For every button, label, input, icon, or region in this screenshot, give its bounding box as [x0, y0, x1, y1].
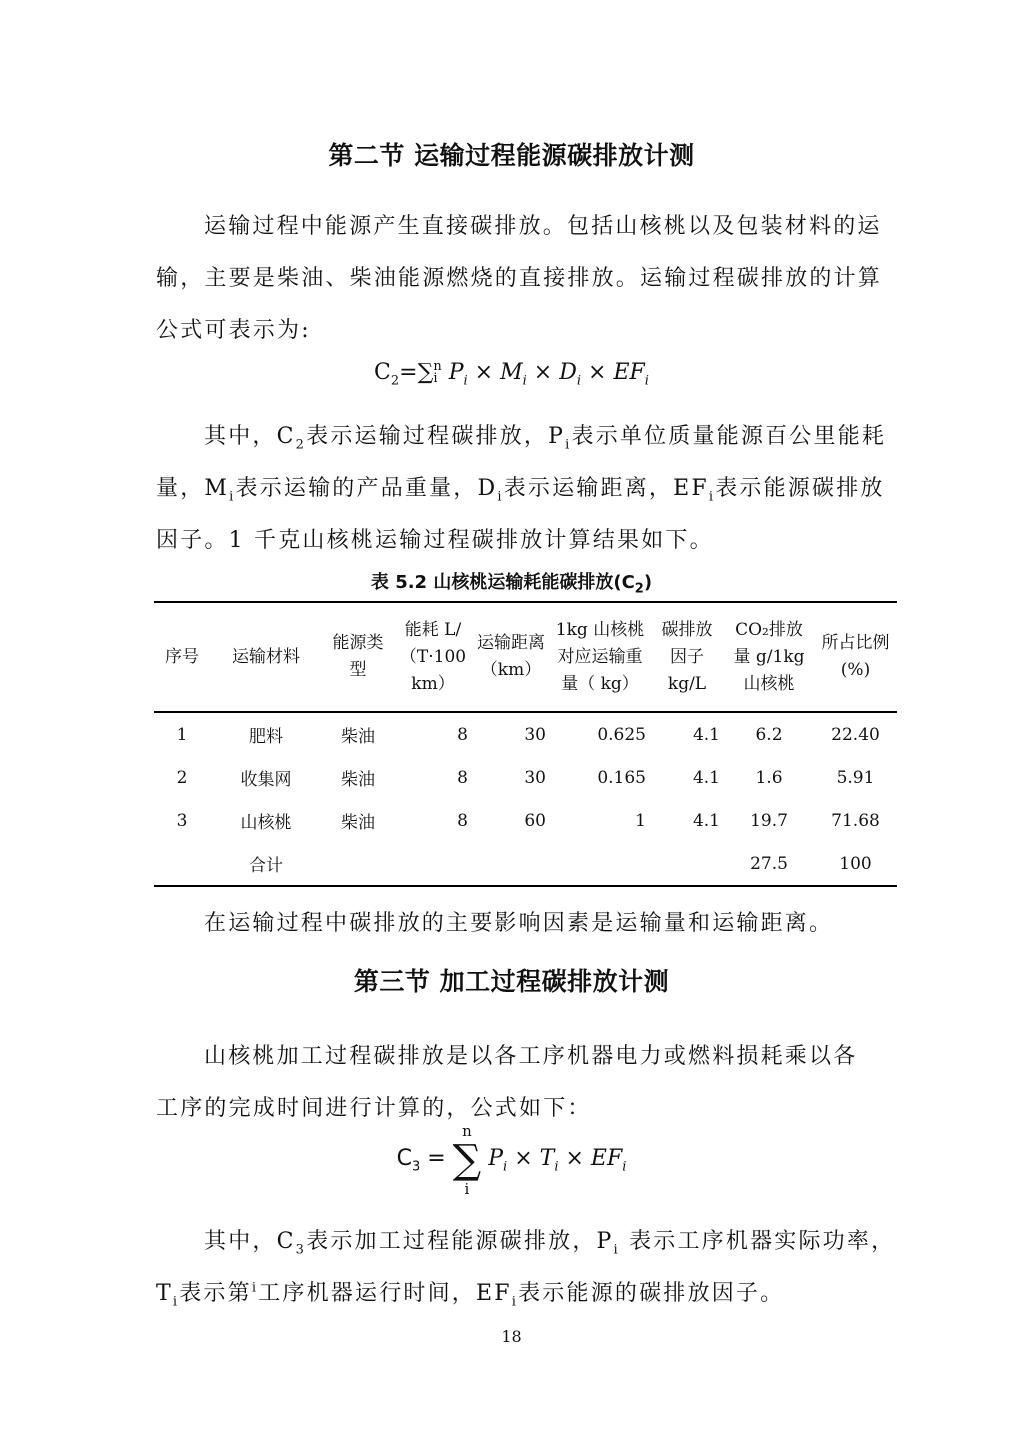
cell-index: 1 — [176, 724, 188, 745]
total-percent: 100 — [814, 842, 897, 886]
section3-para2-line1: 其中，$C_3$表示加工过程能源碳排放，$P_i$ 表示工序机器实际功率， — [204, 1229, 896, 1258]
cell-percent: 22.40 — [831, 724, 880, 745]
header-index: 序号 — [154, 602, 210, 712]
header-energy-type: 能源类型 — [322, 602, 394, 712]
table-row — [154, 712, 897, 756]
transport-emission-table — [154, 601, 897, 887]
total-label: 合计 — [210, 842, 322, 886]
cell-energy-type: 柴油 — [341, 813, 375, 833]
table-row — [154, 756, 897, 799]
table-header-row — [154, 602, 897, 712]
cell-distance: 30 — [524, 724, 546, 745]
cell-co2: 6.2 — [755, 724, 783, 745]
cell-co2: 19.7 — [750, 810, 788, 831]
section2-para1-line1: 运输过程中能源产生直接碳排放。包括山核桃以及包装材料的运 — [204, 214, 882, 239]
header-factor: 碳排放因子 kg/L — [650, 602, 724, 712]
cell-co2: 1.6 — [755, 767, 783, 788]
cell-material: 收集网 — [240, 770, 292, 790]
cell-energy-type: 柴油 — [341, 770, 375, 790]
section2-para2-line1: 其中，$C_2$表示运输过程碳排放，$P_i$表示单位质量能源百公里能耗 — [204, 424, 887, 453]
cell-material: 肥料 — [249, 727, 283, 747]
cell-factor: 4.1 — [692, 810, 720, 831]
cell-weight: 1 — [635, 810, 646, 831]
header-distance: 运输距离（km） — [472, 602, 550, 712]
header-percent: 所占比例(%) — [814, 602, 897, 712]
cell-distance: 30 — [524, 767, 546, 788]
cell-consumption: 8 — [457, 767, 468, 788]
table-total-row — [154, 842, 897, 886]
section3-title: 第三节 加工过程碳排放计测 — [353, 967, 670, 996]
header-consumption: 能耗 L/（T·100 km） — [394, 602, 472, 712]
total-co2: 27.5 — [724, 842, 814, 886]
after-table-text: 在运输过程中碳排放的主要影响因素是运输量和运输距离。 — [204, 911, 834, 936]
section2-para2-line3: 因子。1 千克山核桃运输过程碳排放计算结果如下。 — [156, 528, 714, 553]
cell-weight: 0.165 — [597, 767, 646, 788]
section2-para1-line2: 输，主要是柴油、柴油能源燃烧的直接排放。运输过程碳排放的计算 — [156, 266, 883, 291]
section3-para1-line2: 工序的完成时间进行计算的，公式如下： — [156, 1096, 592, 1121]
cell-factor: 4.1 — [692, 724, 720, 745]
cell-weight: 0.625 — [597, 724, 646, 745]
table-caption: 表 5.2 山核桃运输耗能碳排放$(C_2)$ — [370, 572, 653, 597]
cell-percent: 71.68 — [831, 810, 880, 831]
header-weight: 1kg 山核桃对应运输重量（ kg） — [550, 602, 650, 712]
cell-percent: 5.91 — [836, 767, 875, 788]
section3-para2-line2: $T_i$表示第$^i$工序机器运行时间，$EF_i$表示能源的碳排放因子。 — [156, 1280, 785, 1310]
cell-index: 2 — [176, 767, 188, 788]
header-material: 运输材料 — [210, 602, 322, 712]
header-co2: CO₂排放量 g/1kg 山核桃 — [724, 602, 814, 712]
cell-energy-type: 柴油 — [341, 727, 375, 747]
cell-index: 3 — [176, 810, 188, 831]
section2-para2-line2: 量，$M_i$表示运输的产品重量，$D_i$表示运输距离，$EF_i$表示能源碳排放 — [156, 476, 885, 505]
cell-material: 山核桃 — [240, 813, 292, 833]
section3-para1-line1: 山核桃加工过程碳排放是以各工序机器电力或燃料损耗乘以各 — [204, 1044, 858, 1069]
cell-consumption: 8 — [457, 724, 468, 745]
cell-consumption: 8 — [457, 810, 468, 831]
cell-factor: 4.1 — [692, 767, 720, 788]
processing-formula: $C_3$ = n ∑ i $P_i \times T_i \times EF_i$ — [396, 1122, 627, 1198]
transport-formula: $C_2=\sum$ n i $P_i \times M_i \times D_i \times EF_i$ — [374, 359, 649, 389]
section2-para1-line3: 公式可表示为: — [156, 318, 311, 343]
table-row — [154, 799, 897, 842]
cell-distance: 60 — [524, 810, 546, 831]
page-number: 18 — [501, 1327, 522, 1346]
section2-title: 第二节 运输过程能源碳排放计测 — [328, 141, 695, 170]
